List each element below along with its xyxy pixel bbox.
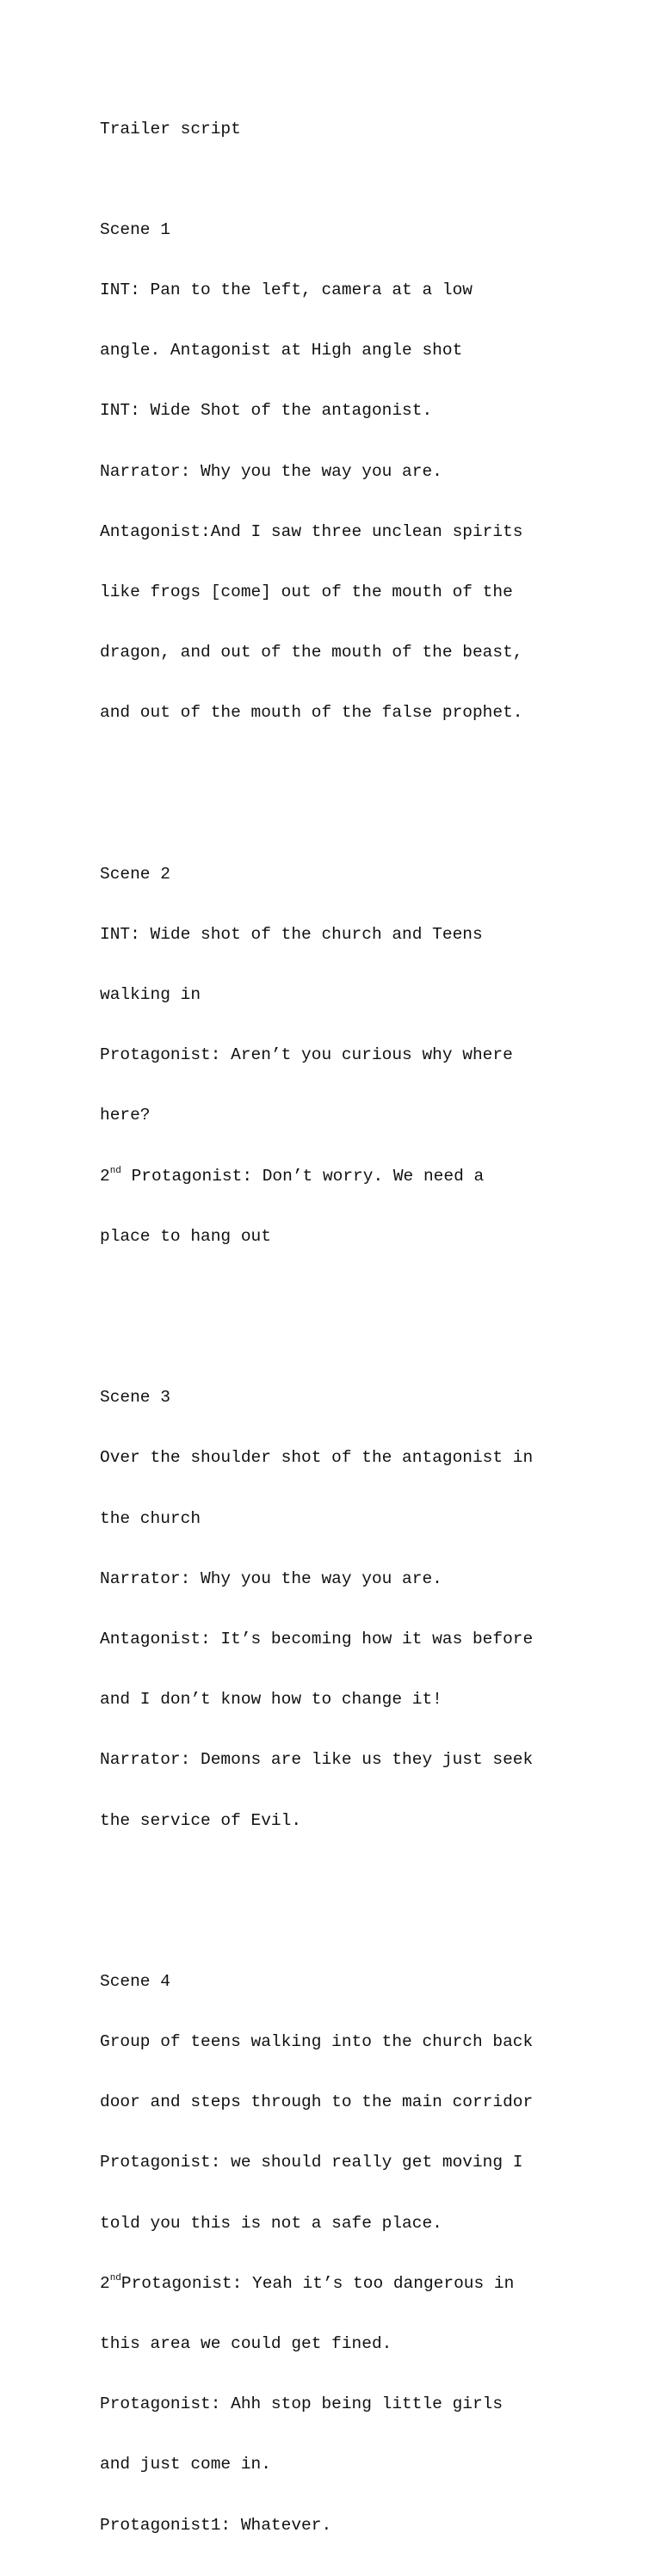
ordinal-suffix: nd [109, 1166, 121, 1177]
script-body [100, 79, 633, 2576]
ordinal-number: 2 [100, 1166, 110, 1186]
scene-3-line: Antagonist: It’s becoming how it was before [100, 1629, 534, 1649]
scene-4-heading: Scene 4 [100, 1971, 170, 1991]
scene-1-line: Antagonist:And I saw three unclean spirits [100, 521, 523, 541]
scene-1-line: dragon, and out of the mouth of the beast, [100, 643, 523, 662]
scene-1-line: and out of the mouth of the false prophet. [100, 703, 523, 723]
scene-1-line: INT: Pan to the left, camera at a low [100, 280, 473, 300]
scene-4-line: Protagonist: we should really get moving I [100, 2153, 523, 2172]
scene-1-line: like frogs [come] out of the mouth of the [100, 582, 513, 602]
scene-2-line: INT: Wide shot of the church and Teens [100, 924, 483, 944]
ordinal-number: 2 [100, 2273, 110, 2293]
ordinal-line-text: Protagonist: Don’t worry. We need a [120, 1166, 485, 1186]
scene-4-line: this area we could get fined. [100, 2333, 392, 2353]
scene-2-heading: Scene 2 [100, 864, 170, 884]
scene-3-line: Narrator: Demons are like us they just seek [100, 1750, 534, 1770]
scene-3-line: Over the shoulder shot of the antagonist in [100, 1448, 534, 1468]
scene-3-line: Narrator: Why you the way you are. [100, 1568, 442, 1588]
scene-3-heading: Scene 3 [100, 1388, 170, 1408]
blank-line [100, 764, 633, 784]
ordinal-suffix: nd [109, 2273, 121, 2284]
scene-4-line: Group of teens walking into the church back [100, 2031, 534, 2051]
scene-4-line: Protagonist: Ahh stop being little girls [100, 2394, 503, 2414]
scene-2-ordinal-line [100, 1167, 633, 1186]
scene-2-line: place to hang out [100, 1226, 271, 1246]
scene-4-line: Protagonist1: Whatever. [100, 2515, 332, 2535]
scene-3-line: the church [100, 1508, 201, 1528]
scene-4-ordinal-line [100, 2274, 633, 2294]
scene-1-line: Narrator: Why you the way you are. [100, 461, 442, 481]
scene-2-line: here? [100, 1106, 151, 1125]
scene-2-line: Protagonist: Aren’t you curious why where [100, 1045, 513, 1065]
scene-4-line: and just come in. [100, 2455, 271, 2474]
scene-1-heading: Scene 1 [100, 219, 170, 239]
scene-1-line: angle. Antagonist at High angle shot [100, 341, 463, 361]
ordinal-line-text: Protagonist: Yeah it’s too dangerous in [120, 2273, 515, 2293]
scene-3-line: and I don’t know how to change it! [100, 1690, 442, 1710]
document-title: Trailer script [100, 119, 241, 139]
blank-line [100, 1871, 633, 1891]
blank-line [100, 1287, 633, 1307]
scene-4-line: told you this is not a safe place. [100, 2213, 442, 2233]
scene-4-line: door and steps through to the main corridor [100, 2092, 534, 2112]
scene-1-line: INT: Wide Shot of the antagonist. [100, 401, 433, 421]
scene-2-line: walking in [100, 985, 201, 1005]
scene-3-line: the service of Evil. [100, 1810, 302, 1830]
